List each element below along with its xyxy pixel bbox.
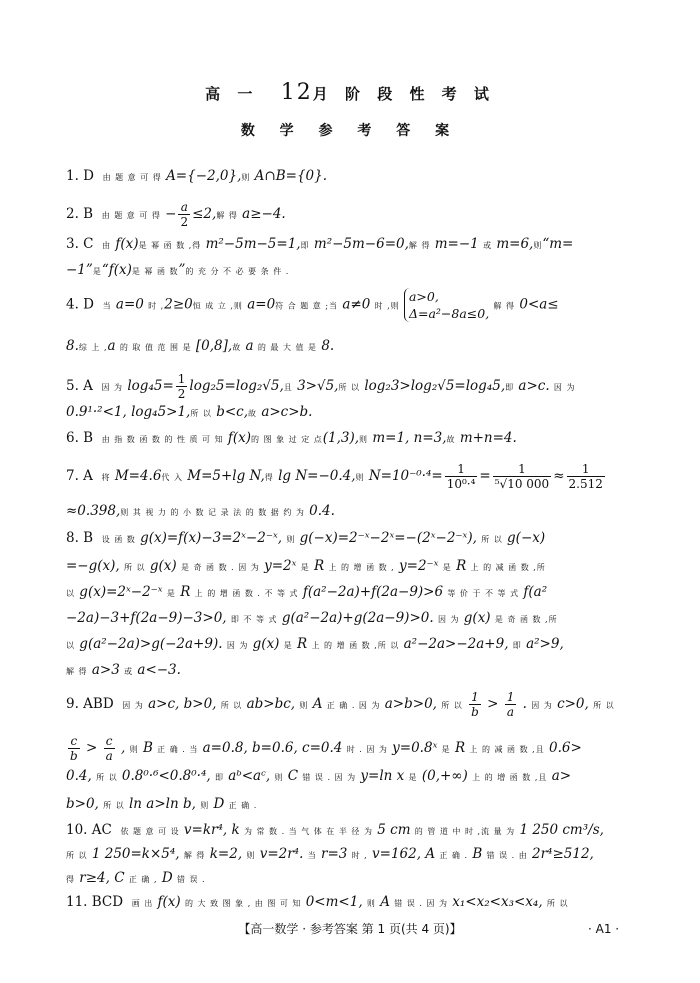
explanation-text: 为 常 数 . 当 气 体 在 半 径 为 bbox=[243, 827, 373, 836]
math-expression: g(x) bbox=[463, 610, 491, 626]
explanation-text: 的 大 致 图 象 , 由 图 可 知 bbox=[184, 899, 302, 908]
math-expression: b>0, bbox=[66, 796, 99, 812]
fraction: $\frac{1}{a}$ bbox=[506, 690, 515, 719]
math-expression: y=2⁻ˣ bbox=[399, 558, 439, 574]
explanation-text: 是 bbox=[283, 641, 293, 650]
explanation-text: 因 为 bbox=[122, 701, 144, 710]
math-expression: a>c, b>0, bbox=[148, 696, 217, 712]
page-subtitle: 数 学 参 考 答 案 bbox=[240, 123, 460, 139]
answer-6: 6. B 由 指 数 函 数 的 性 质 可 知 f(x)的 图 象 过 定 点(1,3),则 m=1, n=3,故 m+n=4. bbox=[66, 430, 517, 446]
math-expression: 2r⁴≥512, bbox=[532, 846, 594, 862]
explanation-text: 所 以 bbox=[103, 801, 125, 810]
math-expression: y=0.8ˣ bbox=[392, 740, 438, 756]
answer-8-line-4 bbox=[66, 610, 562, 626]
explanation-text: 正 确 . bbox=[228, 801, 258, 810]
answer-4-line-2: 8.综 上 ,a 的 取 值 范 围 是 [0,8],故 a 的 最 大 值 是 8. bbox=[66, 338, 335, 354]
answer-9-line-3 bbox=[66, 768, 575, 784]
math-expression: r≥4, C bbox=[79, 870, 125, 886]
math-expression: g(−x) bbox=[507, 530, 546, 546]
explanation-text: 画 出 bbox=[131, 899, 154, 908]
math-expression: a> bbox=[551, 768, 572, 784]
explanation-text: 错 误 . 因 为 bbox=[394, 899, 448, 908]
explanation-text: 所 以 bbox=[441, 701, 463, 710]
answer-5-line-1: 5. A 因 为 log₄5= $\frac{1}{2}$ log₂5=log₂√5,且 3>√5,所 以 log₂3>log₂√5=log₄5,即 a>c. 因 为 bbox=[66, 372, 576, 401]
math-expression: B bbox=[142, 740, 153, 756]
explanation-text: 时 , bbox=[351, 851, 368, 860]
explanation-text: 所 以 bbox=[220, 701, 243, 710]
math-expression: R bbox=[456, 558, 467, 574]
explanation-text: 错 误 . bbox=[176, 875, 206, 884]
math-expression: g(−x)=2⁻ˣ−2ˣ=−(2ˣ−2⁻ˣ), bbox=[299, 530, 477, 546]
explanation-text: 则 bbox=[366, 899, 376, 908]
math-expression: R bbox=[297, 636, 308, 652]
explanation-text: 所 以 bbox=[546, 899, 569, 908]
math-expression: ln a>ln b, bbox=[128, 796, 196, 812]
math-expression: ab>bc, bbox=[246, 696, 296, 712]
math-expression: x₁<x₂<x₃<x₄, bbox=[452, 894, 543, 910]
answer-10-line-2 bbox=[66, 846, 598, 862]
explanation-text: 则 bbox=[200, 801, 210, 810]
math-expression: D bbox=[213, 796, 225, 812]
explanation-text: 是 bbox=[300, 563, 310, 572]
explanation-text: 得 bbox=[66, 875, 75, 884]
explanation-text: 上 的 增 函 数 ,且 bbox=[472, 773, 548, 782]
explanation-text: 以 bbox=[66, 641, 75, 650]
math-expression: v=kr⁴, bbox=[183, 822, 228, 838]
explanation-text: 所 以 bbox=[66, 851, 88, 860]
fraction: $\frac{1}{b}$ bbox=[471, 690, 479, 719]
fraction: $\frac{1}{\text{10⁰·⁴}}$ bbox=[446, 462, 476, 491]
answer-4-line-1: 4. D 当 a=0 时 ,2≥0恒 成 立 ,则 a=0符 合 题 意 ;当 a≠0 时 ,则 a>0, Δ=a²−8a≤0, 解 得 0<a≤ bbox=[66, 289, 559, 321]
fraction: $\frac{1}{2}$ bbox=[177, 372, 186, 401]
answer-8-line-5 bbox=[66, 636, 568, 652]
math-expression: A bbox=[380, 894, 390, 910]
explanation-text: 或 bbox=[124, 667, 134, 676]
explanation-text: 即 不 等 式 bbox=[230, 615, 278, 624]
fraction: $\frac{c}{a}$ bbox=[105, 734, 113, 763]
math-expression: y=2ˣ bbox=[264, 558, 297, 574]
math-expression: −2a)−3+f(2a−9)−3>0, bbox=[66, 610, 227, 626]
math-expression: v=2r⁴. bbox=[259, 846, 304, 862]
math-expression: =−g(x), bbox=[66, 558, 120, 574]
fraction: $\frac{a}{2}$ bbox=[180, 200, 189, 229]
explanation-text: 依 题 意 可 设 bbox=[120, 827, 180, 836]
explanation-text: 当 bbox=[307, 851, 317, 860]
math-expression: a=0.8, b=0.6, c=0.4 bbox=[202, 740, 343, 756]
math-expression: r=3 bbox=[320, 846, 348, 862]
math-expression: v=162, A bbox=[372, 846, 436, 862]
math-expression: R bbox=[180, 584, 191, 600]
explanation-text: 所 以 bbox=[96, 773, 118, 782]
fraction: $\frac{c}{b}$ bbox=[70, 734, 78, 763]
answer-9-line-2 bbox=[66, 734, 586, 763]
math-expression: 0.6> bbox=[548, 740, 582, 756]
answer-8-line-1: 8. B 设 函 数 g(x)=f(x)−3=2ˣ−2⁻ˣ, 则 g(−x)=2⁻ˣ−2ˣ=−(2ˣ−2⁻ˣ), 所 以 g(−x) bbox=[66, 530, 546, 546]
explanation-text: 上 的 减 函 数 ,且 bbox=[469, 745, 545, 754]
explanation-text: 则 bbox=[286, 535, 296, 544]
answer-9-line-1: 9. ABD 因 为 a>c, b>0, 所 以 ab>bc, 则 A 正 确 . 因 为 a>b>0, 所 以 $\frac{1}{b}$ > $\frac{1}{a}$ . 因 为 c>0, 所 以 bbox=[66, 690, 615, 719]
explanation-text: 等 价 于 不 等 式 bbox=[447, 589, 520, 598]
math-expression: g(a²−2a)>g(−2a+9). bbox=[79, 636, 223, 652]
math-expression: A bbox=[312, 696, 323, 712]
math-expression: a<−3. bbox=[137, 662, 181, 678]
explanation-text: 解 得 bbox=[183, 851, 206, 860]
explanation-text: 所 以 bbox=[124, 563, 146, 572]
math-expression: aᵇ<aᶜ, bbox=[228, 768, 271, 784]
answer-9-line-4 bbox=[66, 796, 262, 812]
explanation-text: 以 bbox=[66, 589, 75, 598]
math-expression: , bbox=[121, 740, 126, 756]
page-code: · A1 · bbox=[588, 922, 620, 936]
math-expression: f(a² bbox=[523, 584, 548, 600]
explanation-text: 时 . 因 为 bbox=[346, 745, 388, 754]
math-expression: a²−2a>−2a+9, bbox=[403, 636, 509, 652]
fraction: $\frac{1}{\text{⁵√10 000}}$ bbox=[494, 462, 550, 491]
fraction: $\frac{1}{2.512}$ bbox=[568, 462, 603, 491]
math-expression: c>0, bbox=[557, 696, 589, 712]
answer-8-line-2 bbox=[66, 558, 550, 574]
explanation-text: 因 为 bbox=[531, 701, 553, 710]
explanation-text: 正 确 . 当 bbox=[157, 745, 199, 754]
page-title: 高 一 12月 阶 段 性 考 试 bbox=[205, 80, 495, 105]
math-expression: g(x)=f(x)−3=2ˣ−2⁻ˣ, bbox=[140, 530, 283, 546]
math-expression: 5 cm bbox=[377, 822, 411, 838]
page-footer: 【高一数学 · 参考答案 第 1 页(共 4 页)】 bbox=[238, 922, 462, 936]
explanation-text: 是 bbox=[441, 745, 451, 754]
explanation-text: 则 bbox=[129, 745, 139, 754]
math-expression: k=2, bbox=[209, 846, 243, 862]
answer-11-line-1: 11. BCD 画 出 f(x) 的 大 致 图 象 , 由 图 可 知 0<m<1, 则 A 错 误 . 因 为 x₁<x₂<x₃<x₄, 所 以 bbox=[66, 894, 569, 910]
explanation-text: 所 以 bbox=[593, 701, 615, 710]
explanation-text: 设 函 数 bbox=[101, 535, 136, 544]
explanation-text: 正 确 , bbox=[128, 875, 158, 884]
answer-3-line-1: 3. C 由 f(x)是 幂 函 数 ,得 m²−5m−5=1,即 m²−5m−6=0,解 得 m=−1 或 m=6,则“m= bbox=[66, 236, 574, 252]
math-expression: a>b>0, bbox=[384, 696, 437, 712]
math-expression: y=ln x bbox=[360, 768, 405, 784]
explanation-text: 是 奇 函 数 ,所 bbox=[494, 615, 558, 624]
answer-3-line-2: −1”是“f(x)是 幂 函 数”的 充 分 不 必 要 条 件 . bbox=[66, 262, 290, 278]
brace-system: a>0, Δ=a²−8a≤0, bbox=[404, 288, 489, 322]
answer-7-line-2: ≈0.398,则 其 视 力 的 小 数 记 录 法 的 数 据 约 为 0.4. bbox=[66, 503, 335, 519]
math-expression: B bbox=[472, 846, 483, 862]
explanation-text: 即 bbox=[512, 641, 522, 650]
math-expression: 0<m<1, bbox=[305, 894, 363, 910]
explanation-text: 是 bbox=[408, 773, 418, 782]
math-expression: 1 250 cm³/s, bbox=[519, 822, 604, 838]
math-expression: g(x) bbox=[252, 636, 280, 652]
math-expression: f(a²−2a)+f(2a−9)>6 bbox=[302, 584, 444, 600]
explanation-text: 则 bbox=[246, 851, 256, 860]
math-expression: a²>9, bbox=[526, 636, 564, 652]
math-expression: . bbox=[522, 696, 527, 712]
explanation-text: 上 的 增 函 数 ,所 以 bbox=[311, 641, 400, 650]
answer-2: 2. B 由 题 意 可 得 − $\frac{a}{2}$ ≤2,解 得 a≥−4. bbox=[66, 200, 286, 229]
explanation-text: 所 以 bbox=[481, 535, 503, 544]
math-expression: a>3 bbox=[91, 662, 120, 678]
math-expression: f(x) bbox=[157, 894, 181, 910]
explanation-text: 错 误 . 因 为 bbox=[302, 773, 357, 782]
math-expression: g(a²−2a)+g(2a−9)>0. bbox=[281, 610, 434, 626]
answer-8-line-6 bbox=[66, 662, 185, 678]
answer-8-line-3 bbox=[66, 584, 551, 600]
math-expression: D bbox=[161, 870, 173, 886]
explanation-text: 上 的 减 函 数 ,所 bbox=[470, 563, 546, 572]
math-expression: 1 250=k×5⁴, bbox=[91, 846, 180, 862]
explanation-text: 上 的 增 函 数 , bbox=[328, 563, 395, 572]
explanation-text: 则 bbox=[299, 701, 309, 710]
explanation-text: 是 bbox=[442, 563, 452, 572]
explanation-text: 正 确 . 因 为 bbox=[326, 701, 381, 710]
explanation-text: 错 误 . 由 bbox=[486, 851, 528, 860]
answer-10-line-3 bbox=[66, 870, 210, 886]
explanation-text: 的 管 道 中 时 ,流 量 为 bbox=[414, 827, 516, 836]
math-expression: > bbox=[487, 696, 499, 712]
math-expression: g(x) bbox=[149, 558, 177, 574]
explanation-text: 是 奇 函 数 . 因 为 bbox=[180, 563, 260, 572]
explanation-text: 则 bbox=[274, 773, 284, 782]
explanation-text: 解 得 bbox=[66, 667, 88, 676]
explanation-text: 上 的 增 函 数 . 不 等 式 bbox=[194, 589, 299, 598]
explanation-text: 因 为 bbox=[226, 641, 249, 650]
explanation-text: 即 bbox=[214, 773, 224, 782]
explanation-text: 正 确 . bbox=[439, 851, 469, 860]
math-expression: > bbox=[85, 740, 98, 756]
answer-5-line-2: 0.9¹·²<1, log₄5>1,所 以 b<c,故 a>c>b. bbox=[66, 404, 313, 420]
answer-7-line-1: 7. A 将 M=4.6代 入 M=5+lg N,得 lg N=−0.4,则 N=10⁻⁰·⁴= $\frac{1}{\text{10⁰·⁴}}$ = $\frac{1}{\text{⁵√10 000}}$ ≈ $\frac{1}{2.512}$ bbox=[66, 462, 603, 491]
answer-10-line-1: 10. AC 依 题 意 可 设 v=kr⁴, k 为 常 数 . 当 气 体 在 半 径 为 5 cm 的 管 道 中 时 ,流 量 为 1 250 cm³/s, bbox=[66, 822, 604, 838]
math-expression: k bbox=[231, 822, 240, 838]
math-expression: R bbox=[313, 558, 325, 574]
math-expression: g(x)=2ˣ−2⁻ˣ bbox=[79, 584, 163, 600]
math-expression: 0.4, bbox=[66, 768, 92, 784]
math-expression: R bbox=[454, 740, 466, 756]
math-expression: (0,+∞) bbox=[421, 768, 468, 784]
math-expression: C bbox=[287, 768, 299, 784]
answer-1: 1. D 由 题 意 可 得 A={−2,0},则 A∩B={0}. bbox=[66, 168, 328, 184]
explanation-text: 是 bbox=[166, 589, 176, 598]
explanation-text: 因 为 bbox=[437, 615, 460, 624]
math-expression: 0.8⁰·⁶<0.8⁰·⁴, bbox=[121, 768, 211, 784]
